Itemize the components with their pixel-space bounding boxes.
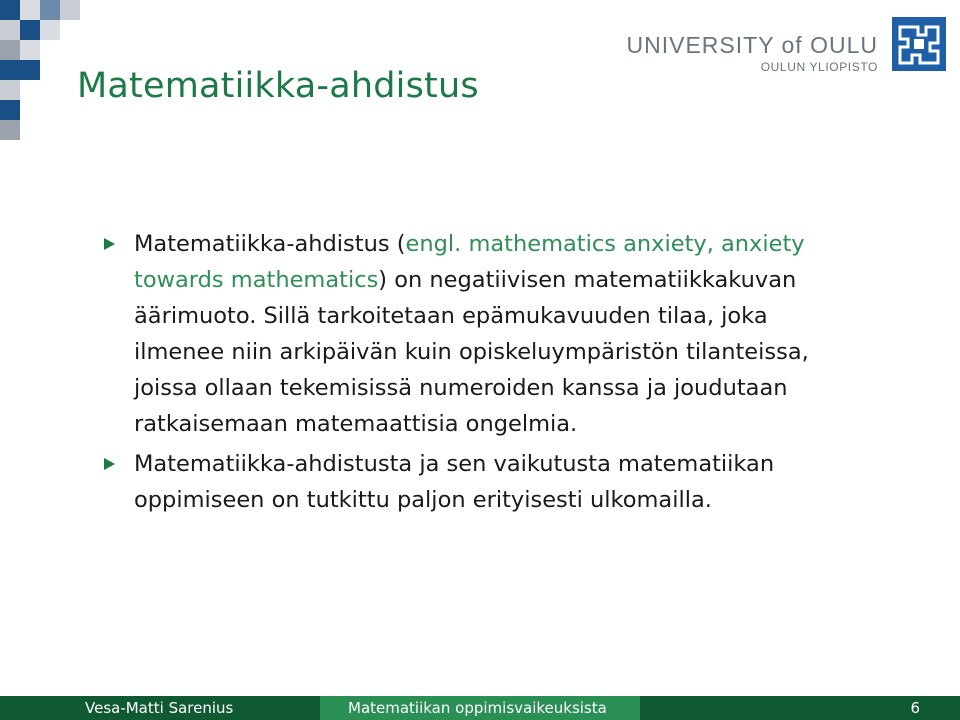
university-logo-text	[627, 32, 878, 74]
university-crest-icon	[892, 17, 946, 71]
bullet-item	[104, 226, 844, 442]
footer-author: Vesa-Matti Sarenius	[0, 696, 320, 720]
bullet-text	[134, 226, 844, 442]
slide-title: Matematiikka-ahdistus	[77, 66, 479, 106]
slide-content	[104, 226, 844, 522]
bullet-text-english-term: engl. mathematics anxiety, anxiety towards mathematics	[134, 231, 805, 293]
footer-subject: Matematiikan oppimisvaikeuksista	[320, 696, 640, 720]
logo-main-text: UNIVERSITY of OULU	[626, 32, 878, 58]
bullet-text-rest: ) on negatiivisen matematiikkakuvan äärimuoto. Sillä tarkoitetaan epämukavuuden tilaa, joka ilmenee niin arkipäivän kuin opiskeluympäristön tilanteissa, joissa ollaan tekemisissä numeroiden kanssa ja joudutaan ratkaisemaan matemaattisia ongelmia.	[134, 267, 809, 437]
bullet-text: Matematiikka-ahdistusta ja sen vaikutusta matematiikan oppimiseen on tutkittu paljon erityisesti ulkomailla.	[134, 451, 775, 513]
bullet-triangle-icon	[104, 226, 134, 442]
bullet-text-lead: Matematiikka-ahdistus (	[134, 231, 406, 257]
bullet-triangle-icon	[104, 446, 134, 518]
footer-page-number: 6	[640, 696, 960, 720]
bullet-item	[104, 446, 844, 518]
footer-bar	[0, 696, 960, 720]
logo-sub-text: OULUN YLIOPISTO	[760, 60, 878, 74]
